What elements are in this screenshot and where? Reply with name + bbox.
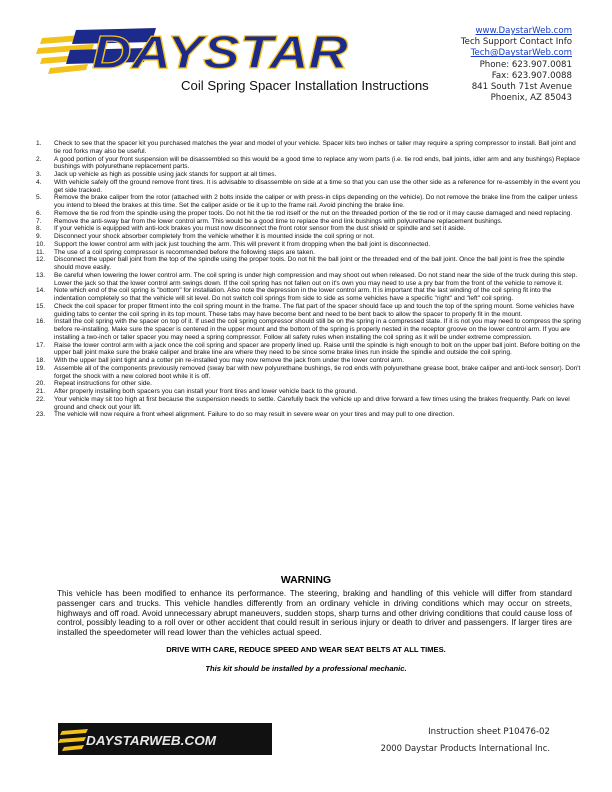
- step-number: 3.: [36, 171, 42, 178]
- step-number: 1.: [36, 140, 42, 147]
- step-text: The vehicle will now require a front wheel alignment. Failure to do so may result in severe wear on your tires and may pull to one direction.: [54, 411, 455, 419]
- step-number: 22.: [36, 395, 46, 403]
- fax: Fax: 623.907.0088: [491, 70, 572, 81]
- list-item: [36, 342, 582, 358]
- step-text: If your vehicle is equipped with anti-lock brakes you must now disconnect the front rotor sensor from the dust shield or spindle and set it aside.: [54, 225, 466, 233]
- step-number: 2.: [36, 155, 42, 163]
- list-item: [36, 179, 582, 195]
- list-item: [36, 272, 582, 288]
- step-text: Your vehicle may sit too high at first because the suspension needs to settle. Carefully back the vehicle up and drive forward a few times using the brakes frequently. Park on level ground and check out your lift.: [54, 395, 570, 411]
- step-number: 16.: [36, 318, 46, 326]
- list-item: [36, 156, 582, 172]
- step-text: Repeat instructions for other side.: [54, 380, 152, 388]
- step-text: Support the lower control arm with jack just touching the arm. This will prevent it from dropping when the ball joint is disconnected.: [54, 240, 431, 248]
- step-text: The use of a coil spring compressor is recommended before the following steps are taken.: [54, 248, 315, 256]
- step-number: 20.: [36, 380, 46, 388]
- step-number: 8.: [36, 225, 42, 233]
- step-text: Check the coil spacer for proper fitment into the coil spring mount in the frame. The flat part of the spacer should face up and touch the top of the spring mount. Some vehicles have guiding tabs to center the coil spring in its top mount. These tabs may have become bent and need to be bent back to allow the spacer to properly fit in the mount.: [54, 302, 575, 318]
- email-link[interactable]: Tech@DaystarWeb.com: [470, 48, 572, 59]
- step-number: 15.: [36, 302, 46, 310]
- instruction-sheet-number: Instruction sheet P10476-02: [428, 727, 550, 737]
- list-item: [36, 365, 582, 381]
- step-text: With the upper ball joint tight and a cotter pin re-installed you may now remove the jack from under the lower control arm.: [54, 357, 405, 364]
- step-text: Disconnect your shock absorber completely from the vehicle whether it is mounted inside the coil spring or not.: [54, 233, 375, 240]
- address: 841 South 71st Avenue: [471, 82, 572, 93]
- step-text: Disconnect the upper ball joint from the top of the spindle using the proper tools. Do not hit the ball joint or the threaded end of the ball joint. Once the ball joint is free the spindle should move easily.: [54, 256, 565, 271]
- copyright: 2000 Daystar Products International Inc.: [380, 743, 550, 753]
- step-number: 6.: [36, 209, 42, 217]
- step-number: 14.: [36, 287, 46, 295]
- list-item: [36, 194, 582, 210]
- step-number: 13.: [36, 271, 46, 279]
- step-number: 7.: [36, 217, 42, 225]
- step-text: Jack up vehicle as high as possible using jack stands for support at all times.: [54, 171, 277, 178]
- step-number: 5.: [36, 194, 42, 202]
- step-text: Be careful when lowering the lower control arm. The coil spring is under high compression and may shoot out when released. Do not stand near the side of the truck during this step. Lower the jack so that the lower control arm swings down. If the coil spring has not fallen out on it's own you may need to use a pry bar from the front of the vehicle to remove it.: [54, 271, 578, 287]
- list-item: [36, 140, 582, 156]
- drive-notice: DRIVE WITH CARE, REDUCE SPEED AND WEAR SEAT BELTS AT ALL TIMES.: [166, 645, 446, 654]
- list-item: [36, 256, 582, 272]
- list-item: [36, 225, 582, 233]
- step-text: With vehicle safely off the ground remove front tires. It is advisable to disassemble on side at a time so that you can use the other side as a reference for re-assembly in the event you get side tracked.: [54, 178, 581, 194]
- list-item: [36, 357, 582, 365]
- warning-text: This vehicle has been modified to enhance its performance. The steering, braking and handling of this vehicle will differ from standard passenger cars and trucks. This vehicle handles differently from an ordinary vehicle in driving conditions which may occur on streets, highways and off road. Avoid unnecessary abrupt maneuvers, sudden stops, sharp turns and other driving conditions that could cause loss of control, possibly leading to a roll over or other accident that could result in serious injury or death to driver and passengers. If larger tires are installed the speedometer will read lower than the vehicles actual speed.: [57, 589, 572, 638]
- step-number: 17.: [36, 341, 46, 349]
- step-text: Install the coil spring with the spacer on top of it. If used the coil spring compressor should still be on the spring in a compressed state. If it is not you may need to compress the spring before re-installing. Make sure the spacer is centered in the upper mount and the bottom of the spring is properly nested in the receptor groove on the lower control arm. If you are installing a two-inch or taller spacer you may need a spring compressor. Follow all safety rules when installing the coil spring as it will be under extreme compression.: [54, 318, 581, 341]
- list-item: [36, 380, 582, 388]
- list-item: [36, 171, 582, 179]
- step-text: Check to see that the spacer kit you purchased matches the year and model of your vehicle. Spacer kits two inches or taller may require a spring compressor to install. Ball joint and tie rod forks may also be useful.: [54, 140, 576, 155]
- step-text: A good portion of your front suspension will be disassembled so this would be a good time to replace any worn parts (i.e. tie rod ends, ball joints, idler arm and any bushings) Replace bushings with polyurethane replacement parts.: [54, 155, 580, 171]
- list-item: [36, 303, 582, 319]
- step-text: Remove the anti-sway bar from the lower control arm. This would be a good time to replace the end link bushings with polyurethane replacement bushings.: [54, 217, 503, 225]
- step-text: Remove the tie rod from the spindle using the proper tools. Do not hit the tie rod itself or the nut on the threaded portion of the tie rod or it may cause damaged and need replacing.: [54, 209, 573, 217]
- list-item: [36, 396, 582, 412]
- step-text: Assemble all of the components previously removed (sway bar with new polyurethane bushings, tie rod ends with polyurethane grease boot, brake caliper and anti-lock sensor). Don't forget the shock with a new colored boot while it is off.: [54, 364, 581, 380]
- city: Phoenix, AZ 85043: [490, 93, 572, 104]
- list-item: [36, 210, 582, 218]
- step-text: Note which end of the coil spring is "bottom" for installation. Also note the depression in the lower control arm. It is important that the last winding of the coil spring fit into the indentation completely so that the vehicle will sit level. Do not switch coil springs from side to side as some vehicles have a specific "right" and "left" coil spring.: [54, 287, 552, 302]
- daystar-logo: [36, 20, 354, 78]
- step-number: 21.: [36, 388, 46, 395]
- list-item: [36, 241, 582, 249]
- logo-text: DAYSTAR: [92, 26, 348, 78]
- website-link[interactable]: www.DaystarWeb.com: [475, 26, 572, 36]
- step-number: 18.: [36, 357, 46, 364]
- list-item: [36, 411, 582, 419]
- list-item: [36, 287, 582, 303]
- step-number: 11.: [36, 248, 45, 256]
- page-title: Coil Spring Spacer Installation Instructions: [181, 78, 429, 93]
- step-text: Raise the lower control arm with a jack once the coil spring and spacer are properly lined up. Raise until the spindle is high enough to bolt on the upper ball joint. Before bolting on the upper ball joint make sure the brake caliper and brake line are where they need to be since some brake lines run inside the spindle and outside the coil spring.: [54, 341, 581, 357]
- step-number: 4.: [36, 178, 42, 186]
- list-item: [36, 249, 582, 257]
- step-number: 19.: [36, 364, 46, 372]
- step-text: Remove the brake caliper from the rotor (attached with 2 bolts inside the caliper or with press-in clips depending on the vehicle). Do not remove the brake line from the caliper unless you intend to bleed the brakes at this time. Set the caliper aside or tie it up to the frame rail. Avoid pinching the brake line.: [54, 194, 578, 209]
- list-item: [36, 218, 582, 226]
- professional-notice: This kit should be installed by a professional mechanic.: [205, 664, 407, 673]
- list-item: [36, 388, 582, 396]
- phone: Phone: 623.907.0081: [479, 59, 572, 70]
- list-item: [36, 318, 582, 341]
- step-number: 12.: [36, 256, 46, 264]
- instruction-steps: [36, 140, 582, 419]
- step-number: 23.: [36, 411, 46, 419]
- list-item: [36, 233, 582, 241]
- step-number: 9.: [36, 233, 42, 240]
- step-number: 10.: [36, 240, 46, 248]
- footer-logo-text: DAYSTARWEB.COM: [86, 733, 218, 748]
- support-label: Tech Support Contact Info: [460, 37, 572, 48]
- footer-logo: [58, 723, 272, 755]
- warning-title: WARNING: [280, 575, 332, 586]
- step-text: After properly installing both spacers you can install your front tires and lower vehicle back to the ground.: [54, 388, 358, 395]
